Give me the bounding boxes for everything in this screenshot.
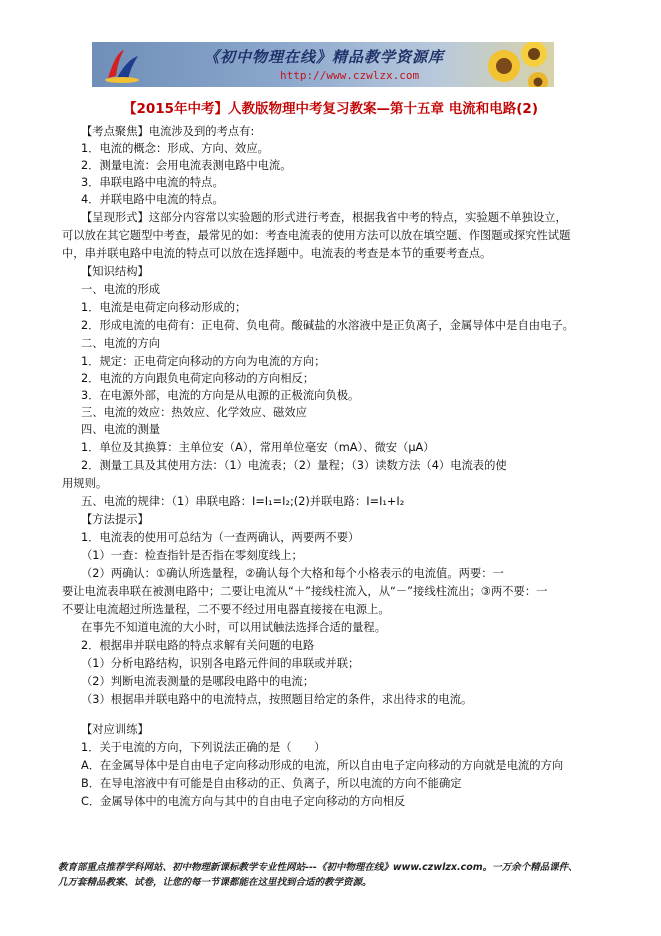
text-line: 二、电流的方向 [81,337,161,350]
text-line: 2．测量工具及其使用方法：（1）电流表；（2）量程；（3）读数方法（4）电流表的使 [81,459,507,472]
text-line: 中，串并联电路中电流的特点可以放在选择题中。电流表的考查是本节的重要考查点。 [62,247,492,260]
text-line: （2）判断电流表测量的是哪段电路中的电流； [81,675,315,688]
header-banner [92,42,554,87]
text-line: 2．测量电流：会用电流表测电路中电流。 [81,159,292,172]
text-line: 在事先不知道电流的大小时，可以用试触法选择合适的量程。 [81,621,387,634]
text-line: 【方法提示】 [81,513,149,526]
text-line: 1．电流是电荷定向移动形成的； [81,301,247,314]
text-line: B．在导电溶液中有可能是自由移动的正、负离子，所以电流的方向不能确定 [81,777,462,790]
text-line: 2．电流的方向跟负电荷定向移动的方向相反； [81,372,315,385]
page-footer [58,860,578,890]
sunflower-icon [482,42,552,87]
text-line: 3．在电源外部，电流的方向是从电源的正极流向负极。 [81,389,360,402]
text-line: 1．关于电流的方向，下列说法正确的是（ ） [81,741,326,754]
banner-url: http://www.czwlzx.com [280,69,420,82]
text-line: 1．电流的概念：形成、方向、效应。 [81,142,269,155]
text-line: （2）两确认：①确认所选量程，②确认每个大格和每个小格表示的电流值。两要：一 [81,567,504,580]
text-line: 1．电流表的使用可总结为（一查两确认，两要两不要） [81,531,360,544]
text-line: 一、电流的形成 [81,283,161,296]
text-line: （1）分析电路结构，识别各电路元件间的串联或并联； [81,657,360,670]
text-line: 3．串联电路中电流的特点。 [81,176,224,189]
footer-line: 几万套精品教案、试卷，让您的每一节课都能在这里找到合适的教学资源。 [58,877,372,888]
text-line: 【呈现形式】这部分内容常以实验题的形式进行考查，根据我省中考的特点，实验题不单独设立， [81,211,567,224]
site-logo-icon [102,46,142,84]
text-line: 要让电流表串联在被测电路中；二要让电流从“＋”接线柱流入，从“－”接线柱流出；③两不要：一 [62,585,548,598]
text-line: 五、电流的规律：（1）串联电路：I=I₁=I₂;(2)并联电路：I=I₁+I₂ [81,495,405,508]
text-line: 1．单位及其换算：主单位安（A），常用单位毫安（mA）、微安（μA） [81,441,435,454]
text-line: 2．形成电流的电荷有：正电荷、负电荷。酸碱盐的水溶液中是正负离子，金属导体中是自由电子。 [81,319,574,332]
text-line: 1．规定：正电荷定向移动的方向为电流的方向； [81,355,326,368]
text-line: （1）一查：检查指针是否指在零刻度线上； [81,549,303,562]
text-line: 可以放在其它题型中考查，最常见的如：考查电流表的使用方法可以放在填空题、作图题或探究性试题 [62,229,571,242]
text-line: 四、电流的测量 [81,423,161,436]
text-line: （3）根据串并联电路中的电流特点，按照题目给定的条件，求出待求的电流。 [81,693,473,706]
text-line: 【对应训练】 [81,723,149,736]
document-title: 【2015年中考】人教版物理中考复习教案—第十五章 电流和电路(2) [122,101,538,117]
text-line: 4．并联电路中电流的特点。 [81,193,224,206]
text-line: 2．根据串并联电路的特点求解有关问题的电路 [81,639,315,652]
text-line: A．在金属导体中是自由电子定向移动形成的电流，所以自由电子定向移动的方向就是电流的方向 [81,759,564,772]
banner-title: 《初中物理在线》精品教学资源库 [204,48,445,66]
text-line: 不要让电流超过所选量程，二不要不经过用电器直接接在电源上。 [62,603,390,616]
text-line: 三、电流的效应：热效应、化学效应、磁效应 [81,406,307,419]
text-line: 用规则。 [62,477,108,490]
text-line: C．金属导体中的电流方向与其中的自由电子定向移动的方向相反 [81,795,406,808]
text-line: 【知识结构】 [81,265,149,278]
footer-line: 教育部重点推荐学科网站、初中物理新课标教学专业性网站---《初中物理在线》www.czwlzx.com。一万余个精品课件、 [58,862,578,873]
text-line: 【考点聚焦】电流涉及到的考点有: [81,125,255,138]
